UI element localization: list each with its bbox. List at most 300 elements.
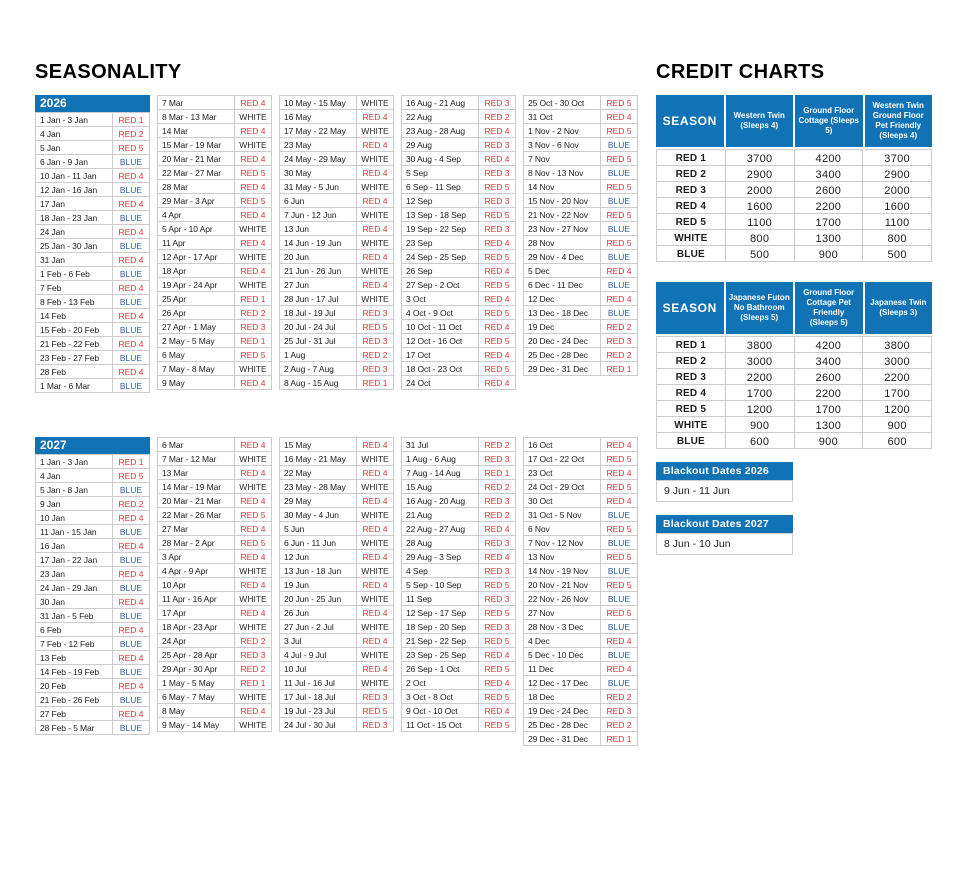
date-range: 7 Jun - 12 Jun — [284, 210, 337, 220]
season-row — [279, 661, 394, 676]
season-code: RED 4 — [112, 225, 149, 238]
date-range: 14 Feb - 19 Feb — [40, 667, 99, 677]
season-code: WHITE — [234, 620, 271, 633]
season-code: RED 4 — [478, 348, 515, 361]
season-row — [279, 263, 394, 278]
date-range: 21 Sep - 22 Sep — [406, 636, 466, 646]
season-row — [35, 378, 150, 393]
date-range: 29 Dec - 31 Dec — [528, 734, 588, 744]
season-code: RED 4 — [112, 651, 149, 664]
season-row — [35, 468, 150, 483]
season-code: RED 4 — [478, 676, 515, 689]
season-row — [401, 109, 516, 124]
credit-season-code: RED 5 — [675, 217, 707, 228]
date-range: 19 Dec - 24 Dec — [528, 706, 588, 716]
season-row — [157, 619, 272, 634]
date-range: 23 May - 28 May — [284, 482, 346, 492]
date-range: 17 Oct — [406, 350, 431, 360]
date-range: 27 Nov — [528, 608, 555, 618]
date-range: 6 May — [162, 350, 185, 360]
date-range: 22 Aug — [406, 112, 432, 122]
season-row — [35, 678, 150, 693]
date-range: 21 Jun - 26 Jun — [284, 266, 342, 276]
date-range: 14 Mar — [162, 126, 188, 136]
date-range: 20 Jul - 24 Jul — [284, 322, 336, 332]
credit-value: 4200 — [794, 150, 863, 165]
date-range: 1 May - 5 May — [162, 678, 215, 688]
credit-value: 2000 — [862, 182, 931, 197]
season-row — [35, 308, 150, 323]
season-row — [401, 619, 516, 634]
season-row — [279, 361, 394, 376]
credit-row — [656, 229, 932, 246]
season-row — [157, 123, 272, 138]
season-code: RED 4 — [112, 309, 149, 322]
season-code: RED 5 — [600, 236, 637, 249]
season-row — [523, 451, 638, 466]
season-row — [35, 608, 150, 623]
date-range: 9 Oct - 10 Oct — [406, 706, 458, 716]
season-row — [279, 549, 394, 564]
season-row — [401, 207, 516, 222]
date-range: 7 Mar — [162, 98, 184, 108]
credit-season-code: RED 1 — [675, 340, 707, 351]
season-row — [157, 521, 272, 536]
season-row — [401, 605, 516, 620]
season-code: RED 2 — [112, 127, 149, 140]
season-row — [523, 731, 638, 746]
season-row — [523, 95, 638, 110]
season-row — [523, 193, 638, 208]
date-range: 18 Jul - 19 Jul — [284, 308, 336, 318]
season-code: RED 5 — [478, 606, 515, 619]
date-range: 20 Dec - 24 Dec — [528, 336, 588, 346]
season-code: RED 4 — [234, 152, 271, 165]
season-row — [35, 266, 150, 281]
season-code: WHITE — [234, 110, 271, 123]
season-row — [523, 123, 638, 138]
date-range: 22 Mar - 27 Mar — [162, 168, 221, 178]
credit-value: 2200 — [862, 369, 931, 384]
date-range: 30 Aug - 4 Sep — [406, 154, 461, 164]
season-row — [157, 291, 272, 306]
season-row — [279, 521, 394, 536]
season-row — [279, 507, 394, 522]
season-row — [157, 235, 272, 250]
credit-value: 1100 — [862, 214, 931, 229]
blackout-2027-dates: 8 Jun - 10 Jun — [656, 533, 793, 555]
season-row — [401, 577, 516, 592]
date-range: 1 Jan - 3 Jan — [40, 115, 88, 125]
date-range: 19 Jul - 23 Jul — [284, 706, 336, 716]
season-row — [279, 249, 394, 264]
season-code: RED 5 — [478, 208, 515, 221]
date-range: 23 May — [284, 140, 312, 150]
date-range: 5 Jan - 8 Jan — [40, 485, 88, 495]
date-range: 27 Jun — [284, 280, 309, 290]
date-range: 12 Jan - 16 Jan — [40, 185, 98, 195]
season-row — [523, 479, 638, 494]
season-code: RED 4 — [356, 222, 393, 235]
season-row — [157, 165, 272, 180]
date-range: 25 Jan - 30 Jan — [40, 241, 98, 251]
credit-value: 800 — [725, 230, 794, 245]
credit-value: 3000 — [725, 353, 794, 368]
season-row — [523, 347, 638, 362]
date-range: 13 Mar — [162, 468, 188, 478]
date-range: 31 Jan - 5 Feb — [40, 611, 94, 621]
date-range: 10 Jan - 11 Jan — [40, 171, 97, 181]
season-row — [401, 263, 516, 278]
date-range: 24 May - 29 May — [284, 154, 346, 164]
date-range: 11 Apr — [162, 238, 186, 248]
date-range: 2 May - 5 May — [162, 336, 215, 346]
season-row — [523, 437, 638, 452]
season-row — [157, 591, 272, 606]
date-range: 7 Feb - 12 Feb — [40, 639, 95, 649]
season-code: WHITE — [234, 362, 271, 375]
credit-row — [656, 181, 932, 198]
date-range: 7 Feb — [40, 283, 62, 293]
season-row — [523, 361, 638, 376]
date-range: 11 Sep — [406, 594, 432, 604]
season-code: RED 4 — [356, 550, 393, 563]
season-row — [401, 647, 516, 662]
credit-value: 1700 — [794, 401, 863, 416]
season-code: RED 4 — [356, 494, 393, 507]
season-row — [401, 179, 516, 194]
season-code: BLUE — [112, 379, 149, 392]
season-code: WHITE — [356, 480, 393, 493]
credit-season-code: RED 4 — [675, 201, 707, 212]
season-code: BLUE — [600, 592, 637, 605]
date-range: 28 Mar — [162, 182, 188, 192]
date-range: 4 Oct - 9 Oct — [406, 308, 453, 318]
season-code: RED 5 — [356, 320, 393, 333]
date-range: 29 May — [284, 496, 312, 506]
season-code: RED 5 — [600, 180, 637, 193]
date-range: 23 Sep - 25 Sep — [406, 650, 466, 660]
season-code: RED 1 — [356, 376, 393, 389]
date-range: 22 May — [284, 468, 312, 478]
date-range: 30 May - 4 Jun — [284, 510, 339, 520]
season-code: RED 4 — [478, 522, 515, 535]
season-code: RED 2 — [356, 348, 393, 361]
date-range: 4 Dec — [528, 636, 550, 646]
season-code: RED 4 — [112, 511, 149, 524]
season-row — [157, 437, 272, 452]
season-code: RED 1 — [112, 113, 149, 126]
season-code: RED 5 — [234, 508, 271, 521]
season-code: BLUE — [600, 508, 637, 521]
season-code: RED 4 — [234, 124, 271, 137]
season-row — [157, 347, 272, 362]
season-row — [35, 238, 150, 253]
season-code: RED 4 — [600, 110, 637, 123]
season-code: BLUE — [112, 155, 149, 168]
date-range: 3 Oct — [406, 294, 426, 304]
date-range: 17 Jan - 22 Jan — [40, 555, 98, 565]
season-row — [157, 95, 272, 110]
date-range: 18 Sep - 20 Sep — [406, 622, 466, 632]
date-range: 8 Nov - 13 Nov — [528, 168, 584, 178]
season-code: RED 3 — [600, 704, 637, 717]
season-code: RED 4 — [234, 376, 271, 389]
credit-value: 1700 — [862, 385, 931, 400]
season-code: RED 4 — [234, 578, 271, 591]
season-row — [279, 563, 394, 578]
date-range: 30 Jan — [40, 597, 65, 607]
season-row — [279, 123, 394, 138]
credit-value: 600 — [862, 433, 931, 448]
season-code: RED 5 — [112, 141, 149, 154]
credit-row — [656, 336, 932, 353]
season-row — [401, 465, 516, 480]
season-code: RED 2 — [600, 348, 637, 361]
season-row — [523, 675, 638, 690]
season-code: BLUE — [600, 564, 637, 577]
season-row — [523, 535, 638, 550]
date-range: 17 May - 22 May — [284, 126, 346, 136]
credit-row — [656, 197, 932, 214]
season-row — [523, 493, 638, 508]
season-code: BLUE — [600, 676, 637, 689]
season-code: RED 2 — [234, 306, 271, 319]
date-range: 6 Sep - 11 Sep — [406, 182, 461, 192]
seasonality-column-2027-1 — [35, 437, 150, 735]
season-code: WHITE — [356, 564, 393, 577]
date-range: 14 Mar - 19 Mar — [162, 482, 221, 492]
season-row — [401, 221, 516, 236]
season-row — [401, 717, 516, 732]
season-code: RED 2 — [112, 497, 149, 510]
credit-value: 1600 — [862, 198, 931, 213]
season-code: RED 4 — [356, 578, 393, 591]
date-range: 29 Aug — [406, 140, 432, 150]
season-row — [523, 605, 638, 620]
date-range: 6 May - 7 May — [162, 692, 215, 702]
credit-value: 2000 — [725, 182, 794, 197]
credit-season-code: WHITE — [674, 420, 708, 431]
season-row — [157, 507, 272, 522]
credit-value: 900 — [794, 246, 863, 261]
season-code: RED 4 — [356, 138, 393, 151]
season-code: RED 4 — [600, 494, 637, 507]
season-row — [523, 661, 638, 676]
date-range: 3 Jul — [284, 636, 302, 646]
season-row — [157, 151, 272, 166]
date-range: 8 Feb - 13 Feb — [40, 297, 95, 307]
season-code: RED 4 — [234, 494, 271, 507]
date-range: 23 Sep — [406, 238, 433, 248]
seasonality-grid-2027 — [35, 437, 638, 746]
credit-season-code: RED 3 — [675, 185, 707, 196]
season-code: RED 4 — [112, 679, 149, 692]
date-range: 26 Jun — [284, 608, 309, 618]
season-code: RED 3 — [478, 592, 515, 605]
date-range: 10 Jan — [40, 513, 65, 523]
season-code: RED 2 — [600, 320, 637, 333]
date-range: 24 Oct - 29 Oct — [528, 482, 585, 492]
season-code: RED 5 — [478, 662, 515, 675]
date-range: 11 Oct - 15 Oct — [406, 720, 462, 730]
season-code: RED 2 — [600, 718, 637, 731]
date-range: 19 Sep - 22 Sep — [406, 224, 466, 234]
season-code: RED 4 — [600, 264, 637, 277]
season-row — [157, 633, 272, 648]
date-range: 21 Nov - 22 Nov — [528, 210, 588, 220]
date-range: 4 Jul - 9 Jul — [284, 650, 327, 660]
date-range: 4 Jan — [40, 471, 61, 481]
season-row — [523, 521, 638, 536]
date-range: 28 Jun - 17 Jul — [284, 294, 339, 304]
credit-value: 2900 — [725, 166, 794, 181]
season-code: WHITE — [356, 208, 393, 221]
season-code: RED 2 — [478, 480, 515, 493]
season-row — [523, 647, 638, 662]
date-range: 24 Jul - 30 Jul — [284, 720, 336, 730]
date-range: 12 Apr - 17 Apr — [162, 252, 218, 262]
season-row — [401, 137, 516, 152]
year-header-2026: 2026 — [35, 95, 150, 112]
date-range: 19 Apr - 24 Apr — [162, 280, 218, 290]
season-code: BLUE — [600, 278, 637, 291]
season-code: RED 2 — [600, 690, 637, 703]
season-row — [279, 535, 394, 550]
season-code: RED 4 — [234, 180, 271, 193]
credit-value: 4200 — [794, 337, 863, 352]
season-code: RED 1 — [234, 292, 271, 305]
season-code: RED 4 — [356, 110, 393, 123]
date-range: 13 Nov — [528, 552, 555, 562]
credit-value: 600 — [725, 433, 794, 448]
credit-row — [656, 149, 932, 166]
credit-value: 2600 — [794, 369, 863, 384]
season-code: WHITE — [356, 676, 393, 689]
season-row — [35, 566, 150, 581]
credit-season-code: RED 1 — [675, 153, 707, 164]
date-range: 1 Mar - 6 Mar — [40, 381, 90, 391]
date-range: 30 May — [284, 168, 312, 178]
date-range: 3 Nov - 6 Nov — [528, 140, 579, 150]
season-row — [401, 305, 516, 320]
date-range: 17 Apr — [162, 608, 186, 618]
season-code: RED 4 — [478, 124, 515, 137]
date-range: 5 Apr - 10 Apr — [162, 224, 213, 234]
season-code: WHITE — [356, 620, 393, 633]
date-range: 29 Apr - 30 Apr — [162, 664, 218, 674]
season-code: RED 2 — [234, 662, 271, 675]
season-code: RED 4 — [234, 264, 271, 277]
season-row — [157, 493, 272, 508]
season-code: RED 4 — [234, 606, 271, 619]
season-row — [401, 563, 516, 578]
season-code: RED 1 — [234, 676, 271, 689]
season-row — [279, 221, 394, 236]
season-code: RED 3 — [478, 494, 515, 507]
season-row — [401, 291, 516, 306]
credit-row — [656, 400, 932, 417]
credit-value: 1700 — [794, 214, 863, 229]
season-row — [35, 140, 150, 155]
season-code: RED 4 — [356, 522, 393, 535]
season-row — [401, 165, 516, 180]
season-row — [401, 361, 516, 376]
season-code: RED 2 — [478, 438, 515, 451]
credit-header-cell: Western Twin Ground Floor Pet Friendly (Sleeps 4) — [865, 95, 933, 147]
credit-value: 3800 — [725, 337, 794, 352]
credit-row — [656, 352, 932, 369]
season-row — [35, 364, 150, 379]
season-code: RED 4 — [112, 365, 149, 378]
season-code: RED 1 — [478, 466, 515, 479]
date-range: 21 Feb - 22 Feb — [40, 339, 99, 349]
season-row — [279, 465, 394, 480]
season-row — [35, 154, 150, 169]
season-code: BLUE — [600, 222, 637, 235]
season-row — [401, 507, 516, 522]
season-code: RED 4 — [478, 648, 515, 661]
season-row — [35, 280, 150, 295]
season-row — [157, 179, 272, 194]
season-code: RED 5 — [478, 278, 515, 291]
date-range: 21 Aug — [406, 510, 432, 520]
credit-value: 1700 — [725, 385, 794, 400]
date-range: 28 Aug — [406, 538, 432, 548]
season-code: WHITE — [356, 236, 393, 249]
date-range: 6 Jun - 11 Jun — [284, 538, 336, 548]
season-row — [35, 182, 150, 197]
date-range: 16 Jan — [40, 541, 65, 551]
date-range: 6 Jan - 9 Jan — [40, 157, 88, 167]
season-code: BLUE — [600, 166, 637, 179]
season-row — [401, 451, 516, 466]
season-code: RED 4 — [112, 337, 149, 350]
season-code: RED 4 — [234, 704, 271, 717]
date-range: 10 May - 15 May — [284, 98, 346, 108]
season-code: WHITE — [234, 690, 271, 703]
date-range: 13 Dec - 18 Dec — [528, 308, 588, 318]
credit-row — [656, 368, 932, 385]
season-row — [523, 137, 638, 152]
season-row — [157, 221, 272, 236]
season-row — [157, 375, 272, 390]
season-row — [523, 507, 638, 522]
season-row — [401, 277, 516, 292]
date-range: 15 May — [284, 440, 312, 450]
date-range: 7 Mar - 12 Mar — [162, 454, 217, 464]
date-range: 7 Nov — [528, 154, 550, 164]
date-range: 20 Mar - 21 Mar — [162, 154, 221, 164]
season-code: RED 5 — [234, 194, 271, 207]
season-code: BLUE — [112, 239, 149, 252]
date-range: 4 Sep — [406, 566, 428, 576]
season-code: RED 4 — [478, 320, 515, 333]
season-row — [35, 210, 150, 225]
season-code: RED 4 — [234, 208, 271, 221]
date-range: 5 Dec - 10 Dec — [528, 650, 584, 660]
season-code: WHITE — [234, 718, 271, 731]
season-code: WHITE — [356, 536, 393, 549]
season-code: RED 4 — [478, 264, 515, 277]
date-range: 16 May — [284, 112, 312, 122]
date-range: 5 Sep - 10 Sep — [406, 580, 462, 590]
season-row — [35, 510, 150, 525]
credit-value: 1600 — [725, 198, 794, 213]
season-code: RED 5 — [478, 250, 515, 263]
season-code: RED 4 — [112, 197, 149, 210]
season-row — [279, 235, 394, 250]
